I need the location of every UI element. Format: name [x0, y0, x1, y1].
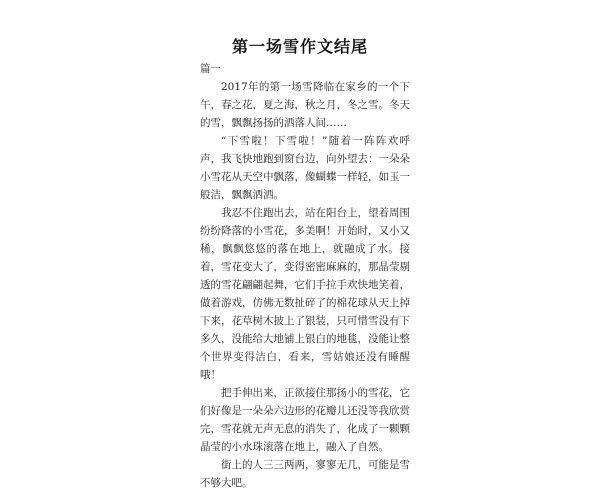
section-label: 篇一	[200, 63, 221, 75]
paragraph-1: 2017年的第一场雪降临在家乡的一个下午，春之花，夏之海，秋之月，冬之雪。冬天的雪，飘飘扬扬的洒落人间……	[200, 81, 410, 129]
document-title: 第一场雪作文结尾	[231, 37, 368, 56]
paragraph-3: 我忍不住跑出去，站在阳台上，望着周围纷纷降落的小雪花，多美啊！开始时，又小又稀，飘飘悠悠的落在地上，就融成了水。接着，雪花变大了，变得密密麻麻的，那晶莹剔透的雪花翩翩起舞，它们手拉手欢快地笑着，做着游戏，仿佛无数扯碎了的棉花球从天上掉下来，花草树木披上了银装，只可惜雪没有下多久，没能给大地铺上银白的地毯，没能让整个世界变得洁白，看来，雪姑娘还没有睡醒哦！	[200, 207, 410, 381]
document-body	[200, 60, 410, 492]
paragraph-5: 街上的人三三两两，寥寥无几，可能是雪不够大吧。	[200, 459, 410, 489]
paragraph-2: “下雪啦！下雪啦！”随着一阵阵欢呼声，我飞快地跑到窗台边，向外望去：一朵朵小雪花从天空中飘落，像蝴蝶一样轻，如玉一般洁，飘飘洒洒。	[200, 135, 410, 201]
paragraph-4: 把手伸出来，正欲接住那扬小的雪花，它们好像是一朵朵六边形的花瓣儿还没等我欣赏完，雪花就无声无息的消失了，化成了一颗颗晶莹的小水珠滚落在地上，融入了自然。	[200, 387, 410, 453]
